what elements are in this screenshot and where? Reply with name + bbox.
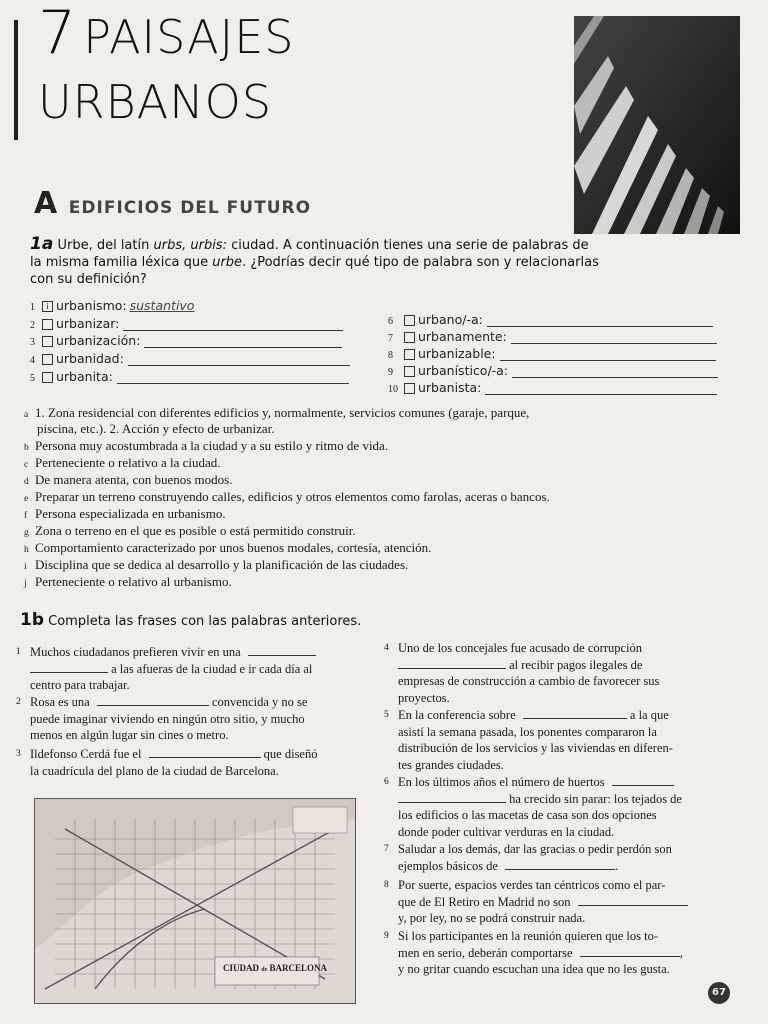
sentence-4 [384,640,708,706]
definition-letter: i [24,562,27,572]
unit-number: 7 [38,0,79,68]
answer-checkbox[interactable] [404,366,415,377]
sentence-text: puede imaginar viviendo en ningún otro sitio, y mucho [30,711,305,726]
definition-letter: d [24,477,29,487]
unit-title-line1: PAISAJES [83,10,295,64]
ex1a-line1-a: Urbe, del latín [57,238,154,253]
answer-blank[interactable] [500,349,716,361]
definition-item [24,523,356,541]
sentence-text: que diseñó [263,747,318,761]
answer-checkbox[interactable] [404,332,415,343]
word-label: urbano/-a: [418,312,483,327]
exercise-1b-instructions [20,612,361,630]
answer-blank[interactable] [512,366,718,378]
sentence-number: 4 [384,643,389,653]
sentence-6 [384,774,708,840]
definition-letter: h [24,545,29,555]
definition-text: De manera atenta, con buenos modos. [35,472,233,487]
word-label: urbanizar: [56,316,120,331]
definition-item [24,506,226,524]
definition-item [24,455,221,473]
answer-checkbox[interactable] [42,336,53,347]
word-number: 3 [30,337,35,348]
sentence-number: 1 [16,647,21,657]
word-label: urbanizable: [418,346,496,361]
answer-checkbox[interactable] [42,319,53,330]
sentence-text: En la conferencia sobre [398,708,516,722]
definition-text: Persona muy acostumbrada a la ciudad y a su estilo y ritmo de vida. [35,438,389,453]
sentence-2 [16,694,360,744]
definition-text: Zona o terreno en el que es posible o está permitido construir. [35,523,356,538]
sentence-text: Uno de los concejales fue acusado de corrupción [398,641,643,655]
sentence-7 [384,841,708,874]
answer-checkbox[interactable] [404,349,415,360]
sentence-8 [384,877,708,927]
sentence-5 [384,707,708,773]
answer-blank[interactable] [144,336,342,348]
definition-text: Comportamiento caracterizado por unos buenos modales, cortesía, atención. [35,540,432,555]
answer-blank[interactable] [97,694,209,706]
sentence-text: y no gritar cuando escuchan una idea que no les gusta. [398,962,670,976]
margin-bar [14,20,18,140]
barcelona-map [34,798,356,1004]
checkbox-letter: i [46,302,49,311]
word-number: 9 [388,367,393,378]
sentence-text: proyectos. [398,690,450,705]
definition-text: Perteneciente o relativo al urbanismo. [35,574,232,589]
sentence-text: , [679,945,683,960]
word-item [30,333,342,348]
definition-text: 1. Zona residencial con diferentes edificios y, normalmente, servicios comunes (garaje, parque, [35,405,530,420]
word-number: 4 [30,355,35,366]
answer-blank[interactable] [248,644,316,656]
sentence-text: ejemplos básicos de [398,858,498,873]
map-title-part: CIUDAD [223,963,259,973]
ex1a-line2-b: urbe [212,255,243,270]
definition-text: piscina, etc.). 2. Acción y efecto de urbanizar. [37,421,275,436]
page-number: 67 [708,982,730,1004]
definition-item [24,472,232,490]
sentence-number: 2 [16,697,21,707]
word-label: urbanístico/-a: [418,363,509,378]
word-label: urbanista: [418,380,482,395]
word-item [388,363,718,378]
answer-blank[interactable] [398,657,506,669]
definition-text: Disciplina que se dedica al desarrollo y la planificación de las ciudades. [35,557,409,572]
unit-title-line2: URBANOS [38,75,273,129]
word-number: 2 [30,320,35,331]
sentence-text: que de El Retiro en Madrid no son [398,894,571,909]
definition-item [37,421,275,437]
definition-letter: j [24,579,27,589]
definition-letter: c [24,460,29,470]
sentence-1 [16,644,360,694]
answer-blank[interactable] [511,332,717,344]
word-number: 1 [30,302,35,313]
word-item [388,329,717,344]
answer-blank[interactable] [117,372,349,384]
definition-letter: g [24,528,29,538]
sentence-text: Por suerte, espacios verdes tan céntricos como el par- [398,878,666,892]
answer-blank[interactable] [580,945,680,957]
sentence-text: Ildefonso Cerdá fue el [30,747,142,761]
answer-blank[interactable] [505,858,615,870]
answer-blank[interactable] [398,791,506,803]
sentence-text: En los últimos años el número de huertos [398,775,605,789]
word-number: 6 [388,316,393,327]
answer-blank[interactable] [485,383,717,395]
unit-title [38,0,295,129]
definition-text: Perteneciente o relativo a la ciudad. [35,455,221,470]
section-letter: A [34,186,58,221]
word-number: 10 [388,384,398,395]
ex1a-line3: con su definición? [30,272,147,287]
definition-letter: b [24,443,29,453]
sentence-text: a las afueras de la ciudad e ir cada día al [111,661,313,676]
definition-text: Preparar un terreno construyendo calles, edificios y otros elementos como farolas, aceras o bancos. [35,489,550,504]
word-label: urbanamente: [418,329,507,344]
word-item [30,298,194,313]
word-item [30,351,350,366]
sentence-9 [384,928,708,978]
answer-checkbox[interactable] [42,354,53,365]
sentence-text: Muchos ciudadanos prefieren vivir en una [30,645,241,659]
definition-item [24,438,388,456]
sentence-text: men en serio, deberán comportarse [398,945,573,960]
answer-blank[interactable] [30,661,108,673]
answer-checkbox[interactable] [42,372,53,383]
answer-blank[interactable] [487,315,713,327]
sentence-text: la cuadrícula del plano de la ciudad de Barcelona. [30,763,279,778]
word-label: urbanización: [56,333,141,348]
answer-blank[interactable] [578,894,688,906]
answer-blank[interactable] [149,746,261,758]
building-photo-image [574,16,740,234]
sentence-text: asistí la semana pasada, los ponentes compararon la [398,724,657,739]
answer-blank[interactable] [123,319,343,331]
sentence-text: al recibir pagos ilegales de [509,657,643,672]
exercise-1b-number: 1b [20,610,44,630]
word-number: 7 [388,333,393,344]
definition-item [24,540,431,558]
definition-item [24,557,408,575]
section-title: EDIFICIOS DEL FUTURO [68,198,312,218]
sentence-text: y, por ley, no se podrá construir nada. [398,911,586,925]
answer-checkbox[interactable] [42,301,53,312]
sentence-3 [16,746,360,779]
word-item [388,312,713,327]
sentence-number: 9 [384,931,389,941]
map-title-part: BARCELONA [269,963,328,973]
sentence-text: donde poder cultivar verduras en la ciudad. [398,824,615,839]
word-label: urbanidad: [56,351,124,366]
definition-text: Persona especializada en urbanismo. [35,506,226,521]
map-title-part: de [261,967,268,973]
answer-blank[interactable] [612,774,674,786]
word-label: urbanita: [56,369,113,384]
word-item [30,369,349,384]
building-photo [574,16,740,234]
sentence-number: 3 [16,749,21,759]
exercise-1a-number: 1a [30,234,54,254]
answer-blank[interactable] [523,707,627,719]
sentence-text: . [615,858,619,873]
sentence-text: a la que [629,708,669,722]
sentence-text: tes grandes ciudades. [398,757,504,772]
sentence-number: 8 [384,880,389,890]
sentence-text: menos en algún lugar sin cines o metro. [30,728,229,742]
sentence-text: ha crecido sin parar: los tejados de [509,791,682,806]
word-number: 5 [30,373,35,384]
sentence-text: distribución de los servicios y las viviendas en diferen- [398,741,673,755]
definition-item [24,489,550,507]
definition-letter: e [24,494,29,504]
definition-letter: f [24,511,28,521]
sentence-text: Rosa es una [30,695,90,709]
sentence-number: 7 [384,844,389,854]
sentence-text: los edificios o las macetas de casa son dos opciones [398,808,657,822]
sentence-number: 5 [384,710,389,720]
sentence-text: Saludar a los demás, dar las gracias o pedir perdón son [398,842,672,856]
map-title [223,963,327,973]
word-item [388,346,716,361]
ex1a-line2-c: . ¿Podrías decir qué tipo de palabra son y relacionarlas [242,255,599,270]
exercise-1a-instructions [30,234,599,288]
word-item [30,316,343,331]
exercise-1b-text: Completa las frases con las palabras anteriores. [48,614,362,629]
word-item [388,380,717,395]
sentence-text: Si los participantes en la reunión quieren que los to- [398,929,659,943]
answer-blank[interactable] [128,354,350,366]
section-heading [34,186,311,221]
word-number: 8 [388,350,393,361]
definition-item [24,574,232,592]
sentence-text: empresas de construcción a cambio de favorecer sus [398,674,660,688]
ex1a-line1-b: urbs, urbis: [153,238,227,253]
answer-checkbox[interactable] [404,315,415,326]
ex1a-line1-c: ciudad. A continuación tienes una serie de palabras de [226,238,589,253]
answer-checkbox[interactable] [404,383,415,394]
word-answer: sustantivo [129,298,195,313]
ex1a-line2-a: la misma familia léxica que [30,255,213,270]
word-label: urbanismo: [56,298,127,313]
sentence-number: 6 [384,777,389,787]
sentence-text: convencida y no se [211,695,308,709]
definition-letter: a [24,410,29,420]
sentence-text: centro para trabajar. [30,678,130,692]
